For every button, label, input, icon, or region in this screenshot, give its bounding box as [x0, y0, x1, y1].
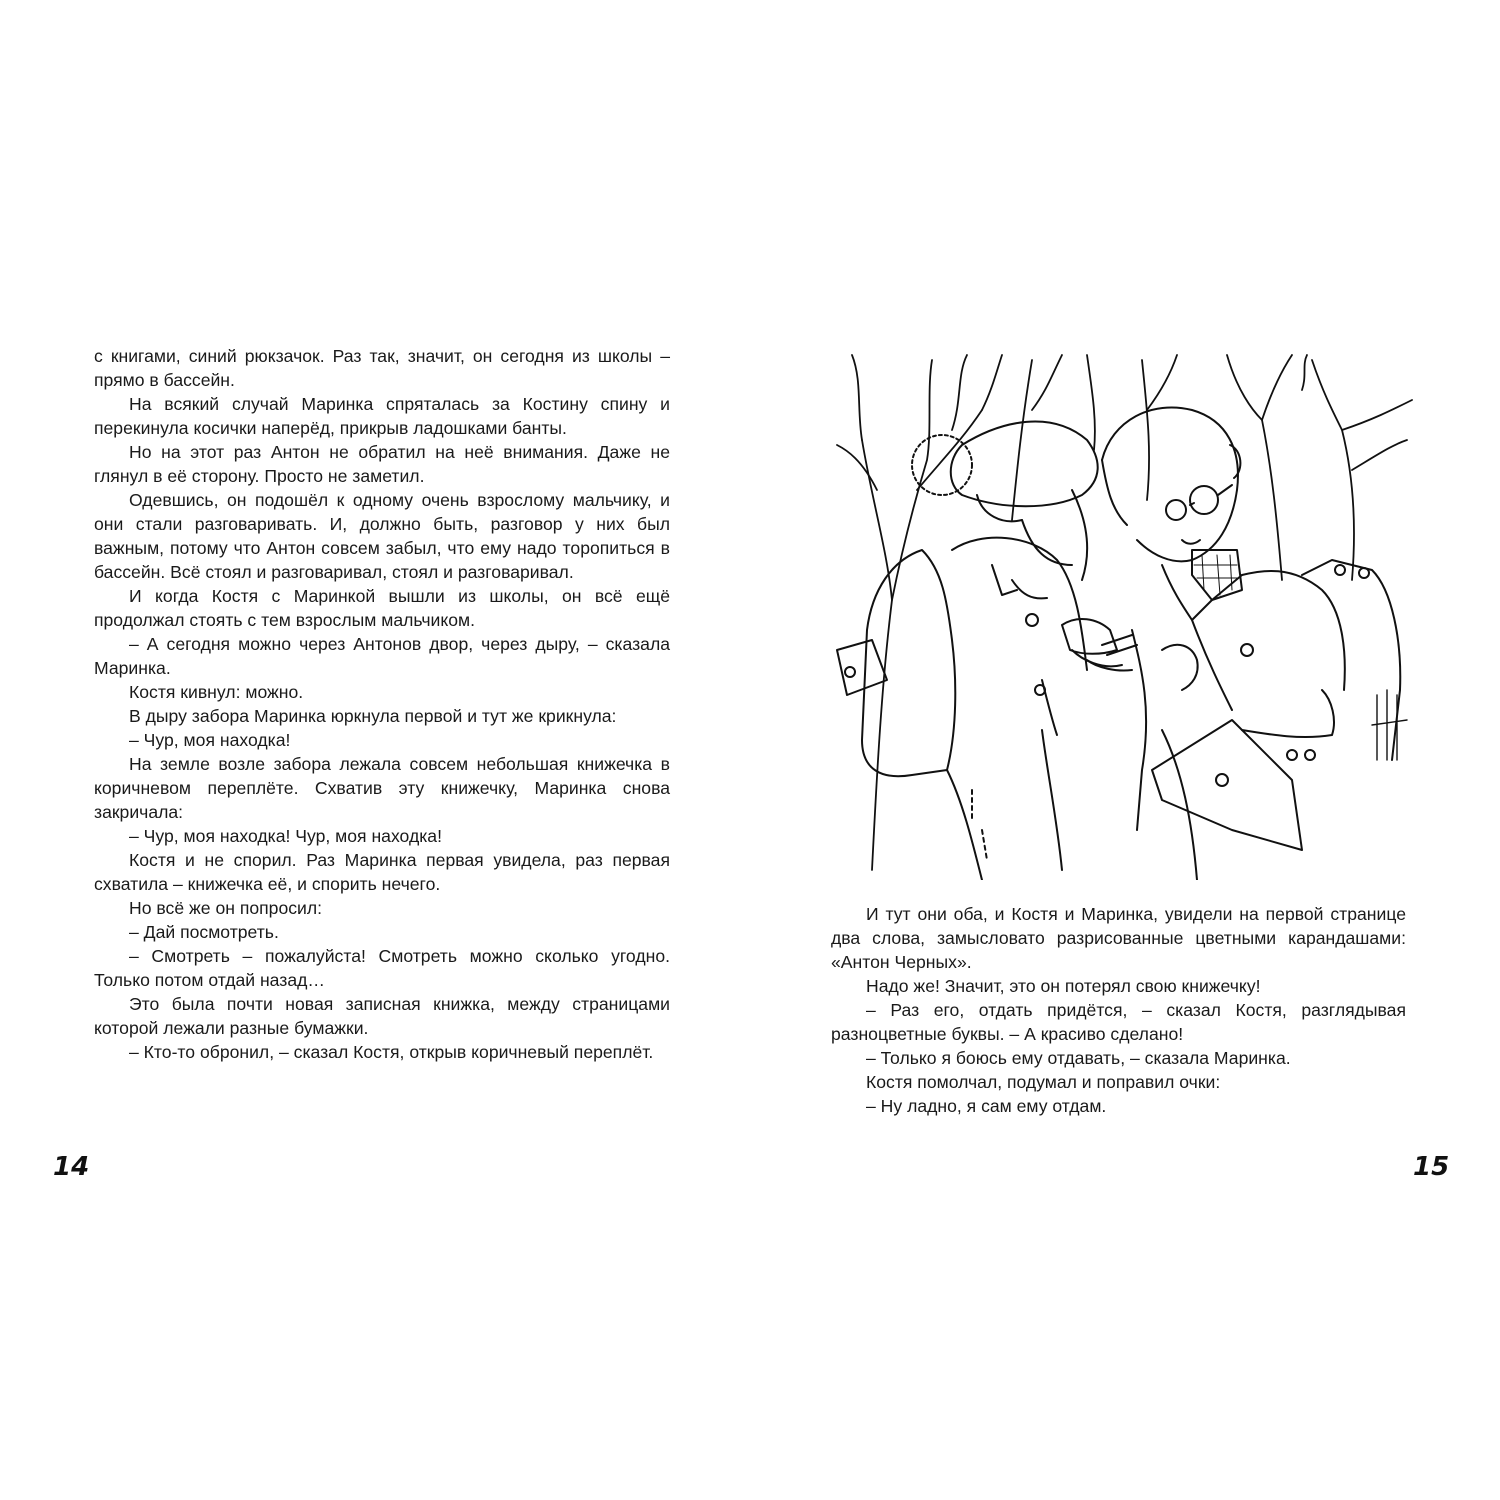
- paragraph: – Кто-то обронил, – сказал Костя, открыв коричневый переплёт.: [129, 1042, 654, 1062]
- girl-figure-icon: [837, 421, 1098, 880]
- paragraph: – Только я боюсь ему отдавать, – сказала Маринка.: [866, 1048, 1291, 1068]
- illustration-children-with-notebook: [832, 350, 1417, 880]
- paragraph: Но всё же он попросил:: [129, 898, 323, 918]
- fence-icon: [1372, 690, 1407, 760]
- paragraph: – Ну ладно, я сам ему отдам.: [866, 1096, 1107, 1116]
- paragraph: Но на этот раз Антон не обратил на неё внимания. Даже не глянул в её сторону. Просто не заметил.: [94, 442, 670, 486]
- paragraph: На всякий случай Маринка спряталась за Костину спину и перекинула косички наперёд, прикрыв ладошками банты.: [94, 394, 670, 438]
- boy-figure-icon: [1087, 407, 1400, 880]
- paragraph: – Смотреть – пожалуйста! Смотреть можно сколько угодно. Только потом отдай назад…: [94, 946, 670, 990]
- paragraph: Костя кивнул: можно.: [129, 682, 304, 702]
- paragraph: с книгами, синий рюкзачок. Раз так, значит, он сегодня из школы – прямо в бассейн.: [94, 346, 670, 390]
- paragraph: Одевшись, он подошёл к одному очень взрослому мальчику, и они стали разговаривать. И, должно быть, разговор у них был важным, потому что Антон совсем забыл, что ему надо торопиться в бассейн. Всё стоял и разговаривал, стоял и разговаривал.: [94, 490, 670, 582]
- paragraph: И когда Костя с Маринкой вышли из школы, он всё ещё продолжал стоять с тем взрослым мальчиком.: [94, 586, 670, 630]
- paragraph: Надо же! Значит, это он потерял свою книжечку!: [866, 976, 1261, 996]
- paragraph: На земле возле забора лежала совсем небольшая книжечка в коричневом переплёте. Схватив эту книжечку, Маринка снова закричала:: [94, 754, 670, 822]
- page-number-right: 15: [1413, 1152, 1450, 1182]
- paragraph: Костя и не спорил. Раз Маринка первая увидела, раз первая схватила – книжечка её, и спорить нечего.: [94, 850, 670, 894]
- page-number-left: 14: [53, 1152, 90, 1182]
- notebook-icon: [1062, 619, 1137, 666]
- paragraph: – А сегодня можно через Антонов двор, через дыру, – сказала Маринка.: [94, 634, 670, 678]
- paragraph: Это была почти новая записная книжка, между страницами которой лежали разные бумажки.: [94, 994, 670, 1038]
- paragraph: – Чур, моя находка! Чур, моя находка!: [129, 826, 442, 846]
- paragraph: – Дай посмотреть.: [129, 922, 279, 942]
- paragraph: – Чур, моя находка!: [129, 730, 291, 750]
- right-page-text: [831, 902, 1406, 1118]
- paragraph: И тут они оба, и Костя и Маринка, увидели на первой странице два слова, замысловато разрисованные цветными карандашами: «Антон Черных».: [831, 904, 1406, 972]
- left-page-text: [94, 344, 670, 1064]
- paragraph: Костя помолчал, подумал и поправил очки:: [866, 1072, 1221, 1092]
- bare-trees-icon: [837, 355, 1412, 870]
- paragraph: – Раз его, отдать придётся, – сказал Костя, разглядывая разноцветные буквы. – А красиво сделано!: [831, 1000, 1406, 1044]
- paragraph: В дыру забора Маринка юркнула первой и тут же крикнула:: [129, 706, 617, 726]
